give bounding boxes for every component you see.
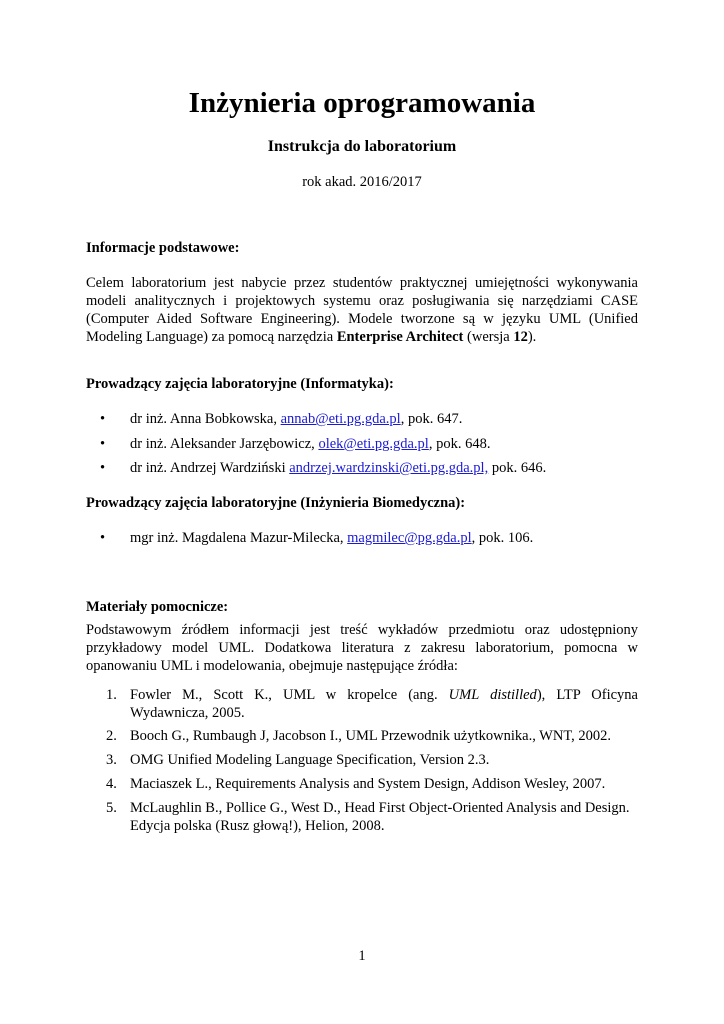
materials-line: przykładowy model UML. Dodatkowa literatura z zakresu laboratorium, pomocna w [86,640,638,656]
reference-line: Maciaszek L., Requirements Analysis and System Design, Addison Wesley, 2007. [130,776,606,792]
reference-item [106,727,638,745]
reference-number: 5. [106,800,117,816]
bullet-icon: • [100,411,106,427]
bullet-icon: • [100,530,106,546]
basic-info-text: ). [527,329,537,345]
staff-name: mgr inż. Magdalena Mazur-Milecka, [130,530,348,546]
staff-list-item [100,528,533,548]
staff-room: , pok. 647. [400,411,463,427]
reference-line: Edycja polska (Rusz głową!), Helion, 2008. [130,818,385,834]
basic-info-line [86,328,638,346]
reference-number: 3. [106,752,117,768]
staff-email-link[interactable]: annab@eti.pg.gda.pl [280,411,401,427]
academic-year: rok akad. 2016/2017 [302,174,422,190]
materials-heading: Materiały pomocnicze: [86,599,229,615]
materials-line: Podstawowym źródłem informacji jest treść wykładów przedmiotu oraz udostępniony [86,622,638,638]
biomedical-staff-heading: Prowadzący zajęcia laboratoryjne (Inżynieria Biomedyczna): [86,495,466,511]
staff-room: , pok. 106. [471,530,534,546]
reference-text [130,775,638,793]
basic-info-line: modeli analitycznych i projektowych systemu oraz posługiwania się narzędziami CASE [86,293,638,309]
staff-email-link[interactable]: olek@eti.pg.gda.pl [318,436,429,452]
reference-italic-title: UML distilled [448,687,537,703]
reference-text-part: Fowler M., Scott K., UML w kropelce (ang. [130,687,449,703]
basic-info-paragraph [86,274,638,346]
reference-number: 2. [106,728,117,744]
staff-email-link[interactable]: andrzej.wardzinski@eti.pg.gda.pl, [289,460,489,476]
staff-name: dr inż. Aleksander Jarzębowicz, [130,436,319,452]
reference-item [106,775,638,793]
staff-list-item [100,458,546,478]
document-subtitle: Instrukcja do laboratorium [267,138,457,155]
staff-room: , pok. 648. [428,436,491,452]
staff-name: dr inż. Anna Bobkowska, [130,411,281,427]
materials-paragraph [86,621,638,675]
staff-name: dr inż. Andrzej Wardziński [130,460,290,476]
basic-info-text: (wersja [463,329,514,345]
staff-list-item [100,409,462,429]
reference-text [130,751,638,769]
tool-name: Enterprise Architect [336,329,464,345]
informatics-staff-heading: Prowadzący zajęcia laboratoryjne (Informatyka): [86,376,394,392]
reference-line [130,686,638,704]
reference-text-part: ), LTP Oficyna [536,687,638,703]
bullet-icon: • [100,460,106,476]
page-number: 1 [358,948,366,964]
basic-info-line: (Computer Aided Software Engineering). Modele tworzone są w języku UML (Unified [86,311,638,327]
staff-list-item [100,434,490,454]
reference-text [130,799,638,835]
reference-line: Wydawnicza, 2005. [130,705,245,721]
reference-number: 1. [106,687,117,703]
staff-email-link[interactable]: magmilec@pg.gda.pl [347,530,472,546]
reference-item [106,751,638,769]
reference-number: 4. [106,776,117,792]
staff-room: pok. 646. [488,460,547,476]
reference-item [106,799,638,835]
reference-line: Booch G., Rumbaugh J, Jacobson I., UML Przewodnik użytkownika., WNT, 2002. [130,728,611,744]
tool-version: 12 [513,329,528,345]
reference-line: McLaughlin B., Pollice G., West D., Head First Object-Oriented Analysis and Design. [130,800,630,816]
bullet-icon: • [100,436,106,452]
reference-text [130,686,638,722]
reference-text [130,727,638,745]
reference-line: OMG Unified Modeling Language Specification, Version 2.3. [130,752,490,768]
document-title: Inżynieria oprogramowania [188,87,536,119]
basic-info-line: Celem laboratorium jest nabycie przez studentów praktycznej umiejętności wykonywania [86,275,638,291]
basic-info-text: Modeling Language) za pomocą narzędzia [86,329,337,345]
materials-line: opanowaniu UML i modelowania, obejmuje następujące źródła: [86,658,458,674]
reference-item [106,686,638,722]
basic-info-heading: Informacje podstawowe: [86,240,240,256]
